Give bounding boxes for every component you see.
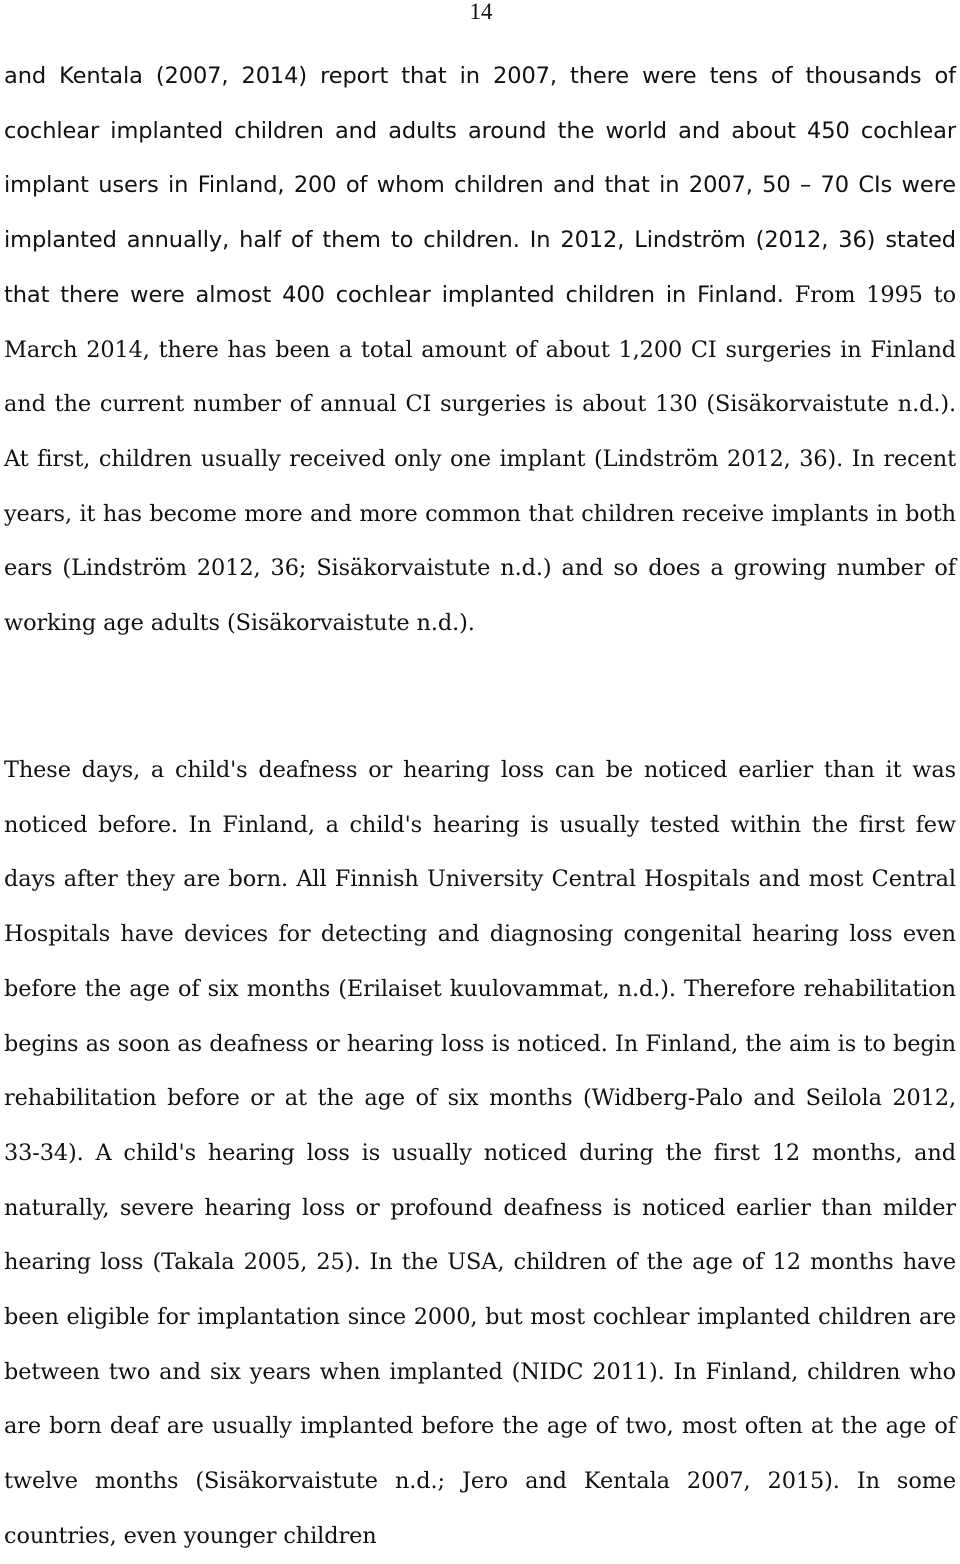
- paragraph-early-detection: These days, a child's deafness or hearing loss can be noticed earlier than it was noticed before. In Finland, a child's hearing is usually tested within the first few days after they are born. All Finnish University Central Hospitals and most Central Hospitals have devices for detecting and diagnosing congenital hearing loss even before the age of six months (Erilaiset kuulovammat, n.d.). Therefore rehabilitation begins as soon as deafness or hearing loss is noticed. In Finland, the aim is to begin rehabilitation before or at the age of six months (Widberg-Palo and Seilola 2012, 33-34). A child's hearing loss is usually noticed during the first 12 months, and naturally, severe hearing loss or profound deafness is noticed earlier than milder hearing loss (Takala 2005, 25). In the USA, children of the age of 12 months have been eligible for implantation since 2000, but most cochlear implanted children are between two and six years when implanted (NIDC 2011). In Finland, children who are born deaf are usually implanted before the age of two, most often at the age of twelve months (Sisäkorvaistute n.d.; Jero and Kentala 2007, 2015). In some countries, even younger children: [4, 757, 956, 1549]
- paragraph-cochlear-implant-statistics: [4, 49, 956, 651]
- paragraph-text-sans-segment: and Kentala (2007, 2014) report that in 2007, there were tens of thousands of cochlear implanted children and adults around the world and about 450 cochlear implant users in Finland, 200 of whom children and that in 2007, 50 – 70 CIs were implanted annually, half of them to children. In 2012, Lindström (2012, 36) stated that there were almost 400 cochlear implanted children in Finland.: [4, 63, 956, 308]
- paragraph-text-serif-segment: From 1995 to March 2014, there has been a total amount of about 1,200 CI surgeries in Finland and the current number of annual CI surgeries is about 130 (Sisäkorvaistute n.d.). At first, children usually received only one implant (Lindström 2012, 36). In recent years, it has become more and more common that children receive implants in both ears (Lindström 2012, 36; Sisäkorvaistute n.d.) and so does a growing number of working age adults (Sisäkorvaistute n.d.).: [4, 281, 956, 637]
- page-number: 14: [469, 0, 493, 24]
